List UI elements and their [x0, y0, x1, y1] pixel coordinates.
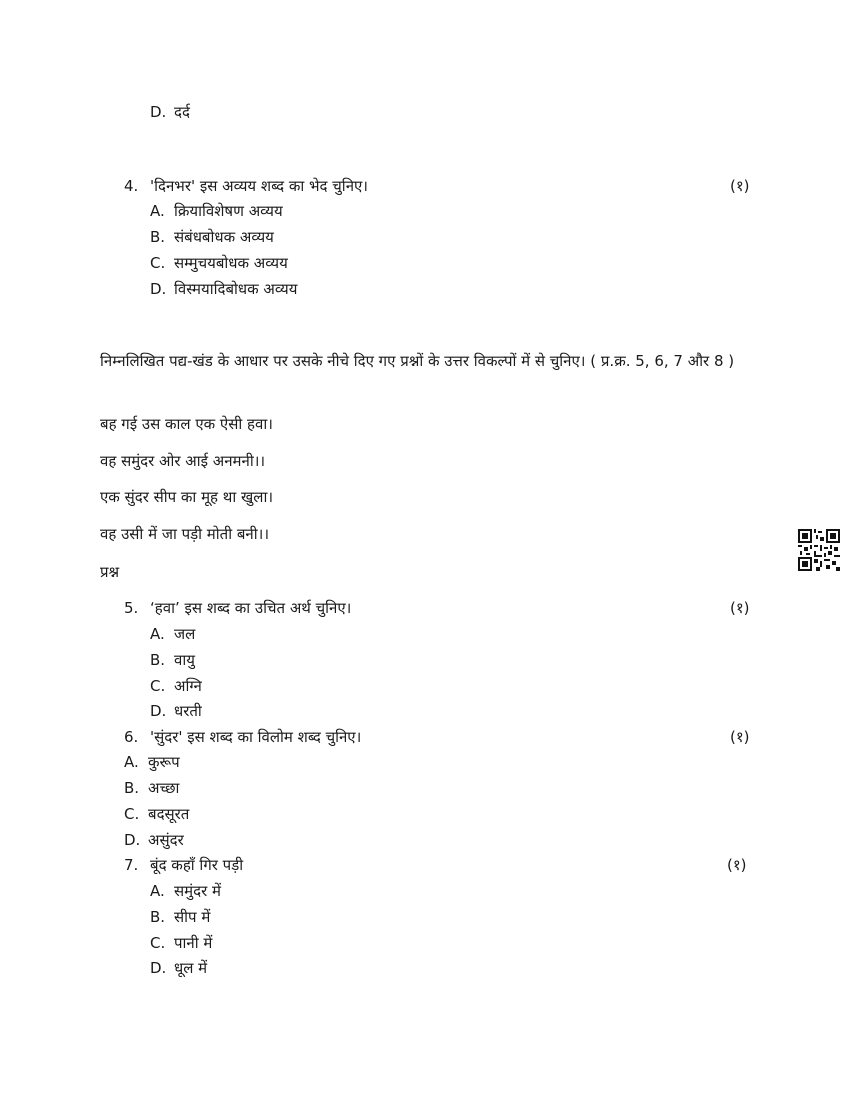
- option-label: A.: [150, 625, 165, 643]
- option-label: A.: [150, 202, 165, 220]
- instruction-text: निम्नलिखित पद्य-खंड के आधार पर उसके नीचे दिए गए प्रश्नों के उत्तर विकल्पों में से चुनिए।: [100, 352, 586, 370]
- option-label: C.: [124, 805, 140, 823]
- question-6: [124, 727, 361, 747]
- question-5-marks: (१): [730, 599, 750, 617]
- q6-option-a: [124, 752, 180, 772]
- option-text: असुंदर: [148, 831, 184, 849]
- q7-option-b: [150, 907, 210, 927]
- option-text: विस्मयादिबोधक अव्यय: [174, 280, 298, 298]
- q6-option-c: [124, 804, 189, 824]
- question-number: 4.: [124, 177, 139, 195]
- passage-instruction: [100, 349, 760, 373]
- question-text: 'दिनभर' इस अव्यय शब्द का भेद चुनिए।: [150, 177, 368, 195]
- q6-option-d: [124, 830, 184, 850]
- option-text: कुरूप: [148, 753, 180, 771]
- q7-option-d: [150, 958, 207, 978]
- option-text: धूल में: [174, 959, 208, 977]
- option-text: सम्मुचयबोधक अव्यय: [174, 254, 288, 272]
- qr-code-icon: [798, 529, 840, 571]
- option-label: C.: [150, 934, 166, 952]
- option-text: जल: [174, 625, 196, 643]
- poem-line-2: वह समुंदर ओर आई अनमनी।।: [100, 452, 266, 470]
- q5-option-b: [150, 650, 195, 670]
- poem-line-1: बह गई उस काल एक ऐसी हवा।: [100, 415, 273, 433]
- q4-option-b: [150, 227, 274, 247]
- question-7: [124, 855, 243, 875]
- option-label: A.: [124, 753, 139, 771]
- question-4: [124, 176, 368, 196]
- q7-option-a: [150, 881, 221, 901]
- q5-option-c: [150, 676, 202, 696]
- option-text: अच्छा: [148, 779, 180, 797]
- option-label: D.: [124, 831, 141, 849]
- poem-line-3: एक सुंदर सीप का मूह था खुला।: [100, 488, 274, 506]
- option-text: पानी में: [174, 934, 213, 952]
- q6-option-b: [124, 778, 179, 798]
- option-label: C.: [150, 677, 166, 695]
- option-text: बदसूरत: [148, 805, 190, 823]
- q4-option-a: [150, 201, 283, 221]
- option-text: अग्नि: [174, 677, 202, 695]
- question-range: ( प्र.क्र. 5, 6, 7 और 8 ): [590, 352, 735, 370]
- question-6-marks: (१): [730, 728, 750, 746]
- question-text: 'सुंदर' इस शब्द का विलोम शब्द चुनिए।: [150, 728, 362, 746]
- question-number: 6.: [124, 728, 139, 746]
- option-label: B.: [150, 651, 166, 669]
- option-label: D.: [150, 702, 167, 720]
- option-label: A.: [150, 882, 165, 900]
- option-label: C.: [150, 254, 166, 272]
- option-text: क्रियाविशेषण अव्यय: [174, 202, 283, 220]
- question-number: 5.: [124, 599, 139, 617]
- questions-heading: प्रश्न: [100, 563, 120, 581]
- option-text: समुंदर में: [174, 882, 221, 900]
- option-text: सीप में: [174, 908, 211, 926]
- option-label: B.: [150, 908, 166, 926]
- option-label: D.: [150, 959, 167, 977]
- q4-option-c: [150, 253, 288, 273]
- q5-option-a: [150, 624, 195, 644]
- option-label: B.: [124, 779, 140, 797]
- poem-line-4: वह उसी में जा पड़ी मोती बनी।।: [100, 525, 270, 543]
- q4-option-d: [150, 279, 297, 299]
- option-label: D.: [150, 103, 167, 121]
- question-number: 7.: [124, 856, 139, 874]
- option-label: D.: [150, 280, 167, 298]
- question-text: बूंद कहाँ गिर पड़ी: [150, 856, 244, 874]
- question-text: ‘हवा’ इस शब्द का उचित अर्थ चुनिए।: [150, 599, 352, 617]
- q5-option-d: [150, 701, 202, 721]
- option-text: संबंधबोधक अव्यय: [174, 228, 274, 246]
- q7-option-c: [150, 933, 212, 953]
- option-text: वायु: [174, 651, 195, 669]
- question-5: [124, 598, 351, 618]
- q3-option-d: [150, 102, 190, 122]
- question-7-marks: (१): [727, 856, 747, 874]
- option-text: धरती: [174, 702, 202, 720]
- option-text: दर्द: [174, 103, 190, 121]
- option-label: B.: [150, 228, 166, 246]
- question-4-marks: (१): [730, 177, 750, 195]
